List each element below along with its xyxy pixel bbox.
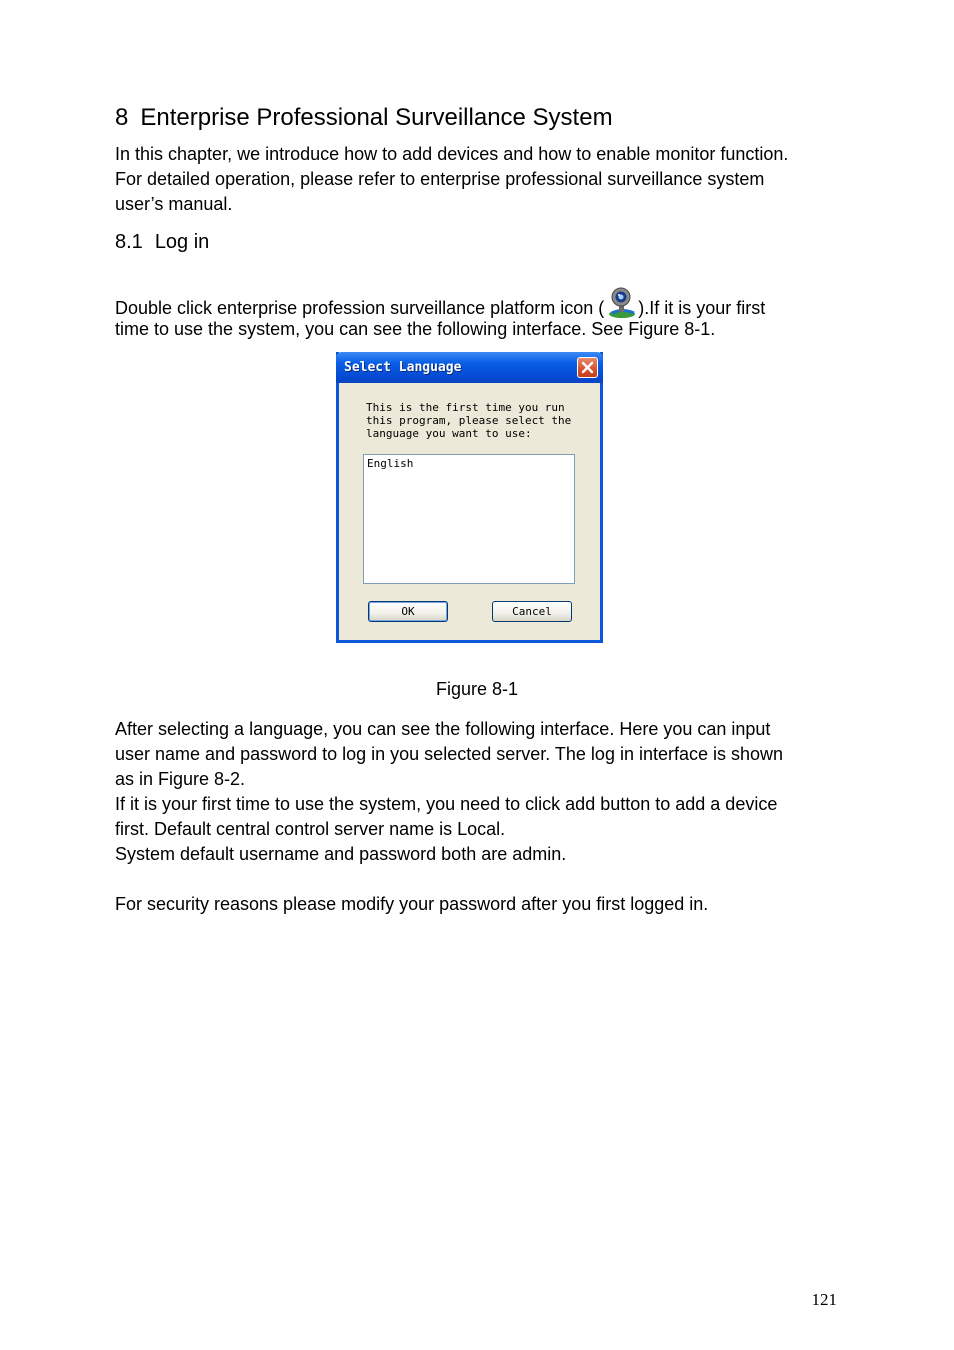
after-line: first. Default central control server name is Local.: [115, 819, 506, 839]
security-note: For security reasons please modify your password after you first logged in.: [115, 894, 709, 914]
chapter-title: Enterprise Professional Surveillance System: [140, 104, 613, 131]
page-number: 121: [811, 1290, 837, 1309]
intro-line: user’s manual.: [115, 194, 233, 214]
section-heading: [115, 231, 209, 254]
select-language-dialog: [336, 352, 603, 643]
chapter-heading: [115, 104, 613, 132]
login-paragraph-line1: [115, 286, 765, 321]
intro-paragraph: [115, 142, 788, 217]
close-icon: [581, 361, 594, 374]
section-title: Log in: [154, 231, 210, 253]
dialog-prompt: This is the first time you run this program, please select the language you want to use:: [366, 401, 572, 440]
language-option-english[interactable]: English: [367, 457, 414, 470]
section-number: 8.1: [115, 231, 143, 253]
surveillance-webcam-icon: [604, 286, 638, 320]
chapter-number: 8: [115, 104, 129, 131]
after-line: System default username and password both are admin.: [115, 844, 567, 864]
login-text-before-icon: Double click enterprise profession surveillance platform icon (: [115, 298, 605, 318]
dialog-titlebar[interactable]: [336, 352, 603, 383]
after-line: user name and password to log in you selected server. The log in interface is shown: [115, 744, 784, 764]
login-paragraph-line2: time to use the system, you can see the following interface. See Figure 8-1.: [115, 319, 716, 339]
close-button[interactable]: [577, 357, 598, 378]
intro-line: For detailed operation, please refer to enterprise professional surveillance system: [115, 169, 765, 189]
intro-line: In this chapter, we introduce how to add devices and how to enable monitor function.: [115, 144, 789, 164]
after-selection-paragraph: [115, 717, 783, 867]
after-line: as in Figure 8-2.: [115, 769, 246, 789]
ok-button[interactable]: OK: [368, 601, 448, 622]
cancel-button[interactable]: Cancel: [492, 601, 572, 622]
after-line: If it is your first time to use the system, you need to click add button to add a device: [115, 794, 778, 814]
figure-caption: Figure 8-1: [435, 679, 519, 699]
language-listbox[interactable]: [363, 454, 575, 584]
dialog-title: Select Language: [344, 360, 462, 375]
after-line: After selecting a language, you can see the following interface. Here you can input: [115, 719, 771, 739]
login-text-after-icon: ).If it is your first: [638, 298, 766, 318]
